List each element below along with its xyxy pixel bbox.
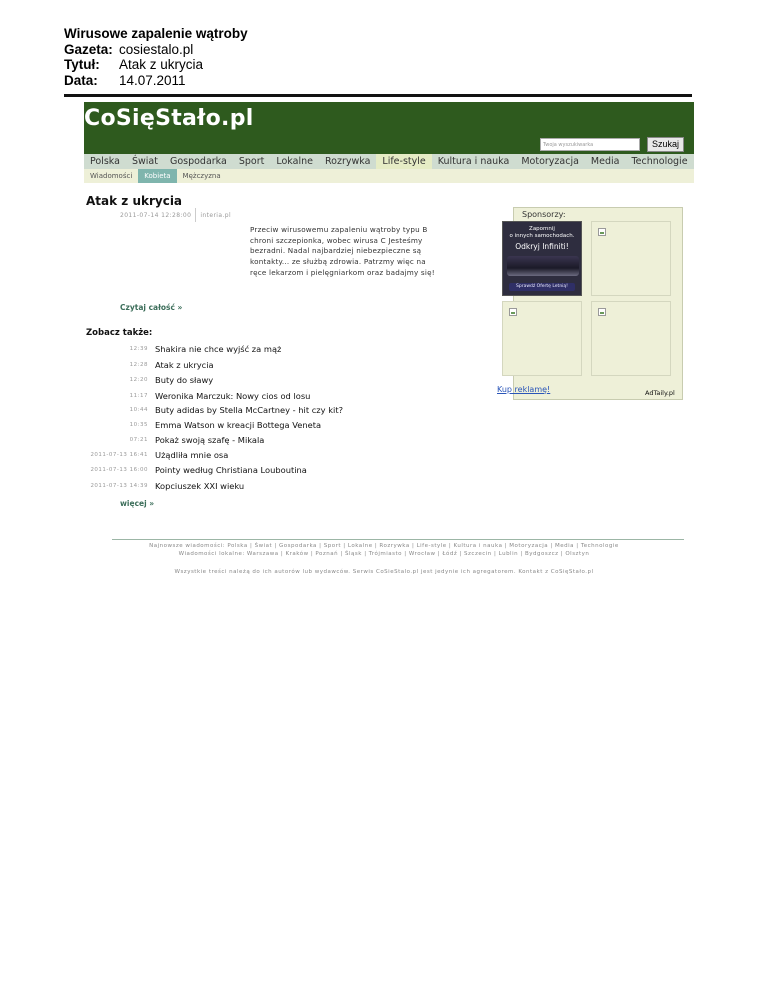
list-item-time: 12:39 xyxy=(129,346,148,352)
list-item-link[interactable]: Buty do sławy xyxy=(155,375,214,385)
list-item[interactable] xyxy=(86,465,406,477)
ad-slot-empty[interactable] xyxy=(591,221,671,296)
site-logo[interactable]: CoSięStało.pl xyxy=(84,106,254,131)
footer-disclaimer: Wszystkie treści należą do ich autorów lub wydawców. Serwis CoSieStalo.pl jest jedynie ich agregatorem. Kontakt z CoSięStało.pl xyxy=(174,569,594,575)
list-item-link[interactable]: Pokaż swoją szafę - Mikala xyxy=(155,435,265,445)
nav-item-polska[interactable]: Polska xyxy=(90,156,120,167)
see-also-title: Zobacz także: xyxy=(86,328,153,338)
broken-image-icon xyxy=(598,308,606,316)
list-item-link[interactable]: Użądliła mnie osa xyxy=(155,450,229,460)
list-item-time: 07:21 xyxy=(129,437,148,443)
list-item-link[interactable]: Emma Watson w kreacji Bottega Veneta xyxy=(155,420,322,430)
nav-item-motoryzacja[interactable]: Motoryzacja xyxy=(521,156,579,167)
broken-image-icon xyxy=(509,308,517,316)
subnav-item-wiadomosci[interactable]: Wiadomości xyxy=(90,172,133,180)
list-item-link[interactable]: Weronika Marczuk: Nowy cios od losu xyxy=(155,391,311,401)
list-item-time: 11:17 xyxy=(129,393,148,399)
document-title: Wirusowe zapalenie wątroby xyxy=(64,26,248,41)
list-item[interactable] xyxy=(86,360,406,372)
buy-ad-link[interactable]: Kup reklamę! xyxy=(497,385,551,394)
ad-line-2: o innych samochodach. xyxy=(509,233,575,239)
nav-item-swiat[interactable]: Świat xyxy=(131,156,158,167)
list-item-link[interactable]: Shakira nie chce wyjść za mąż xyxy=(155,344,282,354)
list-item[interactable] xyxy=(86,391,406,403)
ad-cars-image xyxy=(507,256,579,276)
adtaily-logo[interactable]: AdTaily.pl xyxy=(645,389,675,397)
article-source[interactable]: interia.pl xyxy=(200,211,232,219)
search-button[interactable]: Szukaj xyxy=(647,137,684,152)
read-more-link[interactable]: Czytaj całość » xyxy=(120,303,183,312)
subnav-item-kobieta[interactable]: Kobieta xyxy=(138,169,176,183)
list-item-link[interactable]: Buty adidas by Stella McCartney - hit czy kit? xyxy=(155,405,343,415)
broken-image-icon xyxy=(598,228,606,236)
footer-local-news[interactable]: Wiadomości lokalne: Warszawa | Kraków | Poznań | Śląsk | Trójmiasto | Wrocław | Łódź | Szczecin | Lublin | Bydgoszcz | Olsztyn xyxy=(178,551,590,557)
subnav-item-mezczyzna[interactable]: Mężczyzna xyxy=(182,172,221,180)
nav-item-technologie[interactable]: Technologie xyxy=(631,156,688,167)
header-key-date: Data: xyxy=(64,72,98,88)
list-item-time: 12:28 xyxy=(129,362,148,368)
ad-headline: Odkryj Infiniti! xyxy=(515,242,569,251)
header-value-newspaper: cosiestalo.pl xyxy=(119,41,194,57)
infiniti-ad-banner[interactable] xyxy=(502,221,582,296)
list-item[interactable] xyxy=(86,420,406,432)
site-banner xyxy=(84,102,694,154)
list-item-time: 2011-07-13 16:41 xyxy=(90,452,148,458)
list-item-time: 10:35 xyxy=(129,422,148,428)
sub-nav xyxy=(84,169,694,183)
header-key-newspaper: Gazeta: xyxy=(64,41,113,57)
article-datetime: 2011-07-14 12:28:00 xyxy=(120,211,192,219)
list-item-time: 2011-07-13 14:39 xyxy=(90,483,148,489)
nav-item-gospodarka[interactable]: Gospodarka xyxy=(169,156,227,167)
header-value-date: 14.07.2011 xyxy=(119,72,186,88)
header-value-title: Atak z ukrycia xyxy=(119,57,204,72)
list-item-time: 12:20 xyxy=(129,377,148,383)
sponsor-box xyxy=(509,207,683,400)
header-row-date xyxy=(64,73,248,89)
list-item[interactable] xyxy=(86,450,406,462)
list-item-time: 10:44 xyxy=(129,407,148,413)
list-item[interactable] xyxy=(86,481,406,493)
list-item[interactable] xyxy=(86,344,406,356)
header-row-newspaper xyxy=(64,42,248,58)
sponsor-title: Sponsorzy: xyxy=(522,210,566,219)
list-item-link[interactable]: Kopciuszek XXI wieku xyxy=(155,481,245,491)
search-input[interactable]: Twoja wyszukiwarka xyxy=(540,138,640,151)
header-key-title: Tytuł: xyxy=(64,57,100,72)
list-item[interactable] xyxy=(86,405,406,417)
ad-cta-button[interactable]: Sprawdź Ofertę Letnią! xyxy=(509,283,575,291)
footer-divider xyxy=(112,539,684,540)
list-item-time: 2011-07-13 16:00 xyxy=(90,467,148,473)
article-title: Atak z ukrycia xyxy=(86,194,183,208)
ad-slot-empty[interactable] xyxy=(591,301,671,376)
nav-item-kultura[interactable]: Kultura i nauka xyxy=(437,156,510,167)
nav-item-sport[interactable]: Sport xyxy=(238,156,265,167)
nav-item-rozrywka[interactable]: Rozrywka xyxy=(324,156,371,167)
list-item-link[interactable]: Pointy według Christiana Louboutina xyxy=(155,465,307,475)
more-link[interactable]: więcej » xyxy=(120,499,155,508)
main-nav xyxy=(84,154,694,169)
ad-tagline xyxy=(503,226,581,240)
nav-item-media[interactable]: Media xyxy=(590,156,620,167)
header-row-title xyxy=(64,57,248,73)
nav-item-life-style[interactable]: Life-style xyxy=(376,154,431,169)
meta-separator xyxy=(195,208,196,222)
ad-line-1: Zapomnij xyxy=(529,226,555,232)
article-meta xyxy=(120,208,231,222)
article-lead: Przeciw wirusowemu zapaleniu wątroby typu B chroni szczepionka, wobec wirusa C Jesteśmy bezradni. Nadal najbardziej niebezpieczne są kontakty... ze służbą zdrowia. Patrzmy więc na ręce lekarzom i pielęgniarkom oraz badajmy się! xyxy=(250,225,435,277)
list-item[interactable] xyxy=(86,375,406,387)
list-item[interactable] xyxy=(86,435,406,447)
nav-item-lokalne[interactable]: Lokalne xyxy=(276,156,313,167)
ad-slot-empty[interactable] xyxy=(502,301,582,376)
list-item-link[interactable]: Atak z ukrycia xyxy=(155,360,214,370)
document-header xyxy=(64,26,248,88)
header-divider xyxy=(64,94,692,97)
footer-latest-news[interactable]: Najnowsze wiadomości: Polska | Świat | Gospodarka | Sport | Lokalne | Rozrywka | Life-style | Kultura i nauka | Motoryzacja | Media | Technologie xyxy=(149,543,619,549)
